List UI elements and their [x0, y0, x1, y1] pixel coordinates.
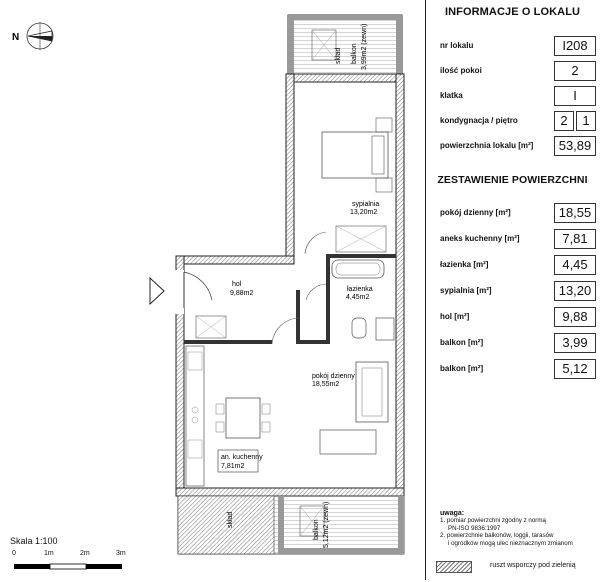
bathroom-area: 4,45m2	[346, 294, 370, 301]
area-label: hol [m²]	[440, 312, 470, 321]
north-compass	[12, 22, 53, 50]
area-label: balkon [m²]	[440, 364, 484, 373]
compass-north-label: N	[12, 32, 20, 43]
area-row	[440, 229, 596, 249]
info-row-rooms	[440, 61, 596, 81]
info-row-number	[440, 36, 596, 56]
info-label: ilość pokoi	[440, 66, 482, 75]
bedroom-area: 13,20m2	[350, 209, 378, 216]
dining-table	[216, 398, 270, 438]
info-label: powierzchnia lokalu [m²]	[440, 141, 534, 150]
scale-tick-0: 0	[12, 550, 16, 557]
summary-title: ZESTAWIENIE POWIERZCHNI	[437, 174, 588, 186]
area-label: sypialnia [m²]	[440, 286, 492, 295]
area-label: pokój dzienny [m²]	[440, 208, 511, 217]
scale-tick-1: 1m	[44, 550, 54, 557]
scale-bar	[14, 564, 122, 569]
info-value: 2	[554, 111, 574, 131]
note-line: i ogródków mogą ulec nieznacznym zmianom	[448, 539, 573, 547]
hall-area: 9,88m2	[230, 290, 254, 297]
legend-swatch	[436, 561, 472, 573]
bedroom-door-swing	[305, 232, 326, 254]
area-row	[440, 203, 596, 223]
kitchen-area: 7,81m2	[221, 463, 245, 470]
scale-tick-3: 3m	[116, 550, 126, 557]
area-value: 5,12	[554, 359, 596, 379]
info-label: nr lokalu	[440, 41, 474, 50]
info-value: I208	[554, 36, 596, 56]
info-row-area	[440, 136, 596, 156]
info-value: I	[554, 86, 596, 106]
balcony-bottom-name: balkon	[313, 519, 320, 540]
balcony-top-area: 3,99m2 (zewn)	[361, 23, 368, 70]
area-value: 3,99	[554, 333, 596, 353]
note-line: PN-ISO 9836:1997	[448, 524, 501, 532]
balcony-top-extra: skład	[335, 47, 342, 64]
balcony-bottom-area: 5,12m2 (zewn)	[323, 501, 330, 548]
info-label: kondygnacja / piętro	[440, 116, 518, 125]
area-label: aneks kuchenny [m²]	[440, 234, 520, 243]
area-row	[440, 255, 596, 275]
scale-label: Skala 1:100	[10, 536, 58, 546]
area-value: 13,20	[554, 281, 596, 301]
area-label: łazienka [m²]	[440, 260, 489, 269]
area-row	[440, 333, 596, 353]
bedroom-name: sypialnia	[352, 201, 380, 208]
area-value: 9,88	[554, 307, 596, 327]
notes	[440, 510, 598, 547]
scale-tick-2: 2m	[80, 550, 90, 557]
living-name: pokój dzienny	[312, 373, 355, 380]
legend	[436, 558, 596, 576]
area-value: 4,45	[554, 255, 596, 275]
info-label: klatka	[440, 91, 463, 100]
balcony-top-name: balkon	[351, 43, 358, 64]
balcony-bottom-extra: skład	[227, 511, 234, 528]
info-value: 53,89	[554, 136, 596, 156]
walls	[176, 74, 404, 496]
bathroom-name: łazienka	[347, 286, 373, 293]
area-value: 18,55	[554, 203, 596, 223]
note-line: 2. powierzchnie balkonów, loggii, tarasów	[440, 532, 554, 540]
area-row	[440, 359, 596, 379]
area-value: 7,81	[554, 229, 596, 249]
kitchen-name: an. kuchenny	[221, 454, 263, 461]
kitchen-counter	[186, 346, 204, 486]
area-row	[440, 281, 596, 301]
area-row	[440, 307, 596, 327]
balcony-bottom	[178, 496, 404, 554]
hall-name: hol	[232, 281, 242, 288]
info-value: 2	[554, 61, 596, 81]
note-line: 1. pomiar powierzchni zgodny z normą	[440, 517, 546, 525]
living-door-swing	[272, 318, 300, 344]
balcony-top	[288, 15, 402, 74]
info-row-floor	[440, 111, 596, 131]
entrance	[150, 270, 212, 314]
notes-title: uwaga:	[440, 510, 465, 517]
info-title: INFORMACJE O LOKALU	[444, 6, 581, 18]
info-value-2: 1	[576, 111, 596, 131]
info-panel	[425, 0, 599, 580]
bedroom-bed	[322, 118, 392, 192]
area-label: balkon [m²]	[440, 338, 484, 347]
legend-text: ruszt wsporczy pod zielenią	[490, 562, 576, 569]
living-area: 18,55m2	[312, 381, 340, 388]
info-row-stair	[440, 86, 596, 106]
